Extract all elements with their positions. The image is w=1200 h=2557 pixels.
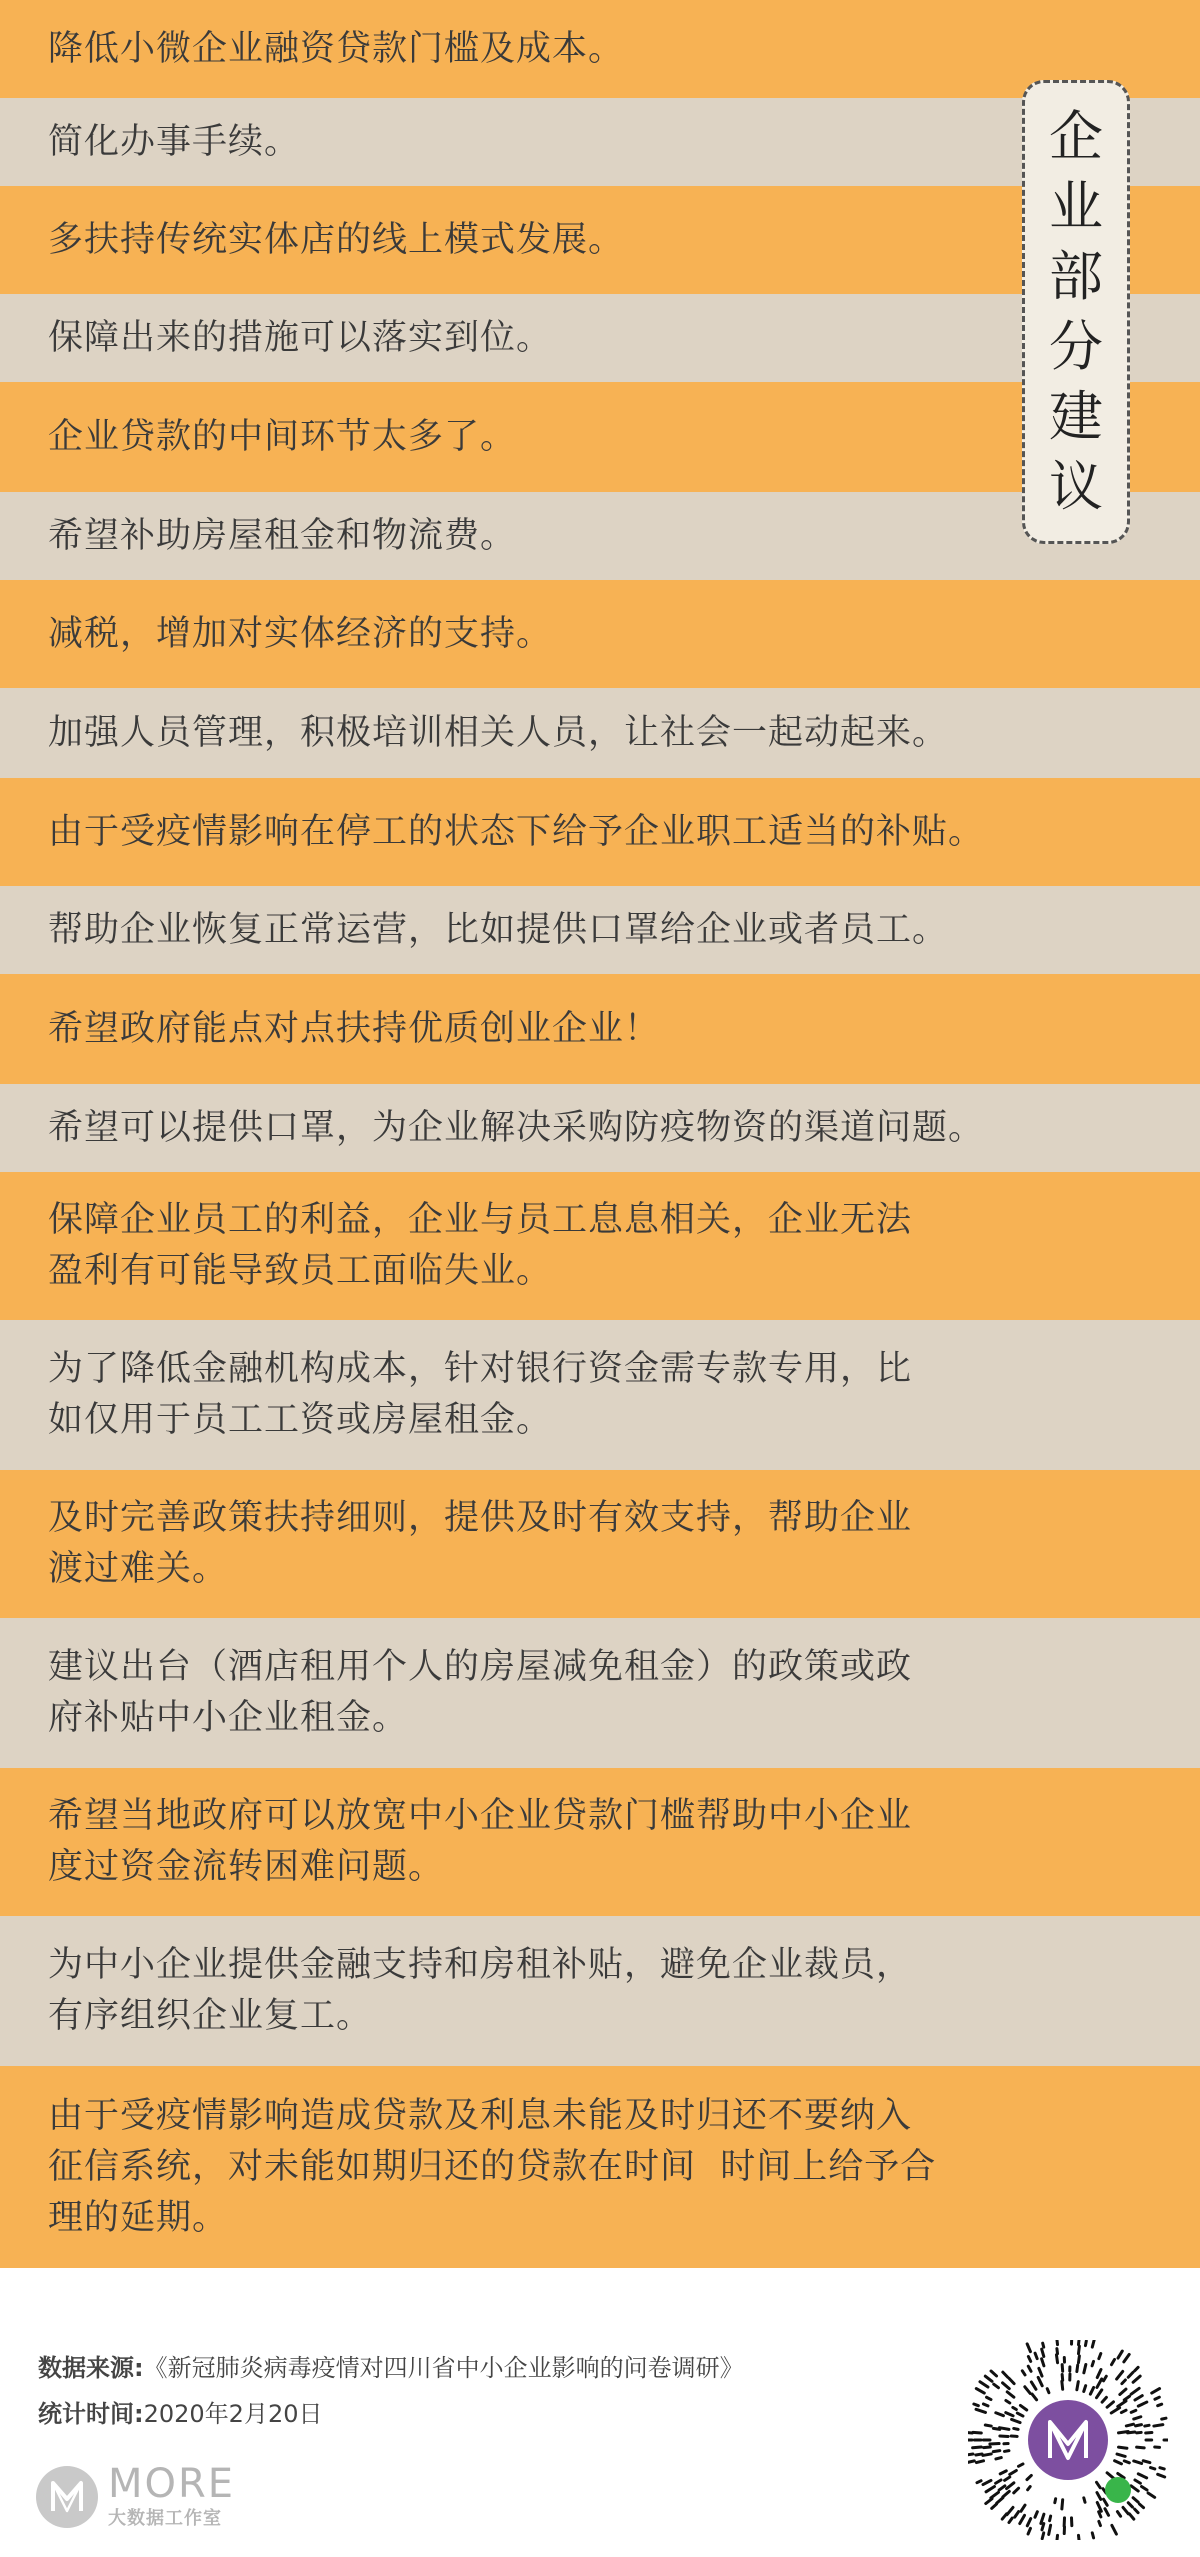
suggestion-text: 盈利有可能导致员工面临失业。 bbox=[48, 1251, 553, 1291]
brand-subtitle: 大数据工作室 bbox=[108, 2508, 222, 2529]
suggestion-text: 减税，增加对实体经济的支持。 bbox=[48, 613, 553, 654]
suggestion-row bbox=[0, 382, 1200, 492]
suggestion-text: 保障企业员工的利益，企业与员工息息相关，企业无法 bbox=[48, 1200, 913, 1240]
section-tag-char: 企 bbox=[1049, 105, 1103, 168]
suggestion-text: 为了降低金融机构成本，针对银行资金需专款专用，比 bbox=[48, 1349, 913, 1389]
section-tag-char: 议 bbox=[1049, 455, 1103, 518]
data-source-text: 《新冠肺炎病毒疫情对四川省中小企业影响的问卷调研》 bbox=[143, 2354, 744, 2382]
suggestion-text: 希望政府能点对点扶持优质创业企业！ bbox=[48, 1008, 661, 1049]
brand-logo bbox=[36, 2461, 236, 2530]
suggestion-text: 由于受疫情影响造成贷款及利息未能及时归还不要纳入 bbox=[48, 2095, 913, 2136]
suggestion-text: 加强人员管理，积极培训相关人员，让社会一起动起来。 bbox=[48, 712, 949, 753]
suggestion-text: 希望补助房屋租金和物流费。 bbox=[48, 515, 517, 556]
suggestion-text: 如仅用于员工工资或房屋租金。 bbox=[48, 1400, 553, 1440]
suggestion-text: 希望可以提供口罩，为企业解决采购防疫物资的渠道问题。 bbox=[48, 1107, 985, 1148]
suggestion-text: 企业贷款的中间环节太多了。 bbox=[48, 416, 517, 457]
data-source bbox=[38, 2350, 744, 2386]
suggestion-row bbox=[0, 2066, 1200, 2268]
suggestion-text: 征信系统，对未能如期归还的贷款在时间 时间上给予合 bbox=[48, 2146, 937, 2187]
footer bbox=[0, 2316, 1200, 2557]
stat-time bbox=[38, 2394, 323, 2429]
brand-logo-icon bbox=[36, 2466, 98, 2528]
suggestion-row bbox=[0, 1768, 1200, 1916]
section-tag bbox=[1022, 80, 1130, 544]
suggestion-row bbox=[0, 98, 1200, 186]
section-tag-char: 分 bbox=[1049, 315, 1103, 378]
suggestion-row bbox=[0, 1470, 1200, 1618]
suggestion-text: 希望当地政府可以放宽中小企业贷款门槛帮助中小企业 bbox=[48, 1796, 913, 1836]
section-tag-char: 建 bbox=[1049, 385, 1103, 448]
suggestion-row bbox=[0, 778, 1200, 886]
suggestion-row bbox=[0, 688, 1200, 778]
suggestion-row bbox=[0, 1916, 1200, 2066]
suggestion-text: 度过资金流转困难问题。 bbox=[48, 1847, 445, 1887]
suggestion-text: 由于受疫情影响在停工的状态下给予企业职工适当的补贴。 bbox=[48, 811, 985, 852]
suggestion-row bbox=[0, 0, 1200, 98]
suggestion-text: 及时完善政策扶持细则，提供及时有效支持，帮助企业 bbox=[48, 1498, 913, 1538]
suggestion-text: 保障出来的措施可以落实到位。 bbox=[48, 317, 553, 358]
suggestion-text: 降低小微企业融资贷款门槛及成本。 bbox=[48, 28, 625, 69]
suggestion-row bbox=[0, 492, 1200, 580]
suggestion-text: 简化办事手续。 bbox=[48, 121, 301, 162]
suggestion-text: 建议出台（酒店租用个人的房屋减免租金）的政策或政 bbox=[48, 1647, 913, 1687]
data-source-label: 数据来源: bbox=[38, 2354, 144, 2382]
suggestion-text: 理的延期。 bbox=[48, 2197, 229, 2238]
suggestion-row bbox=[0, 580, 1200, 688]
suggestion-text: 帮助企业恢复正常运营，比如提供口罩给企业或者员工。 bbox=[48, 909, 949, 950]
suggestion-text: 渡过难关。 bbox=[48, 1549, 229, 1589]
suggestion-row bbox=[0, 1084, 1200, 1172]
suggestion-row bbox=[0, 886, 1200, 974]
suggestion-text: 多扶持传统实体店的线上模式发展。 bbox=[48, 219, 625, 260]
suggestion-text: 为中小企业提供金融支持和房租补贴，避免企业裁员， bbox=[48, 1945, 913, 1985]
suggestion-row bbox=[0, 1320, 1200, 1470]
suggestion-row bbox=[0, 974, 1200, 1084]
suggestion-row bbox=[0, 1172, 1200, 1320]
section-tag-char: 部 bbox=[1049, 245, 1103, 308]
stat-time-label: 统计时间: bbox=[38, 2400, 144, 2428]
suggestion-text: 府补贴中小企业租金。 bbox=[48, 1698, 409, 1738]
stat-time-text: 2020年2月20日 bbox=[143, 2400, 323, 2428]
suggestion-text: 有序组织企业复工。 bbox=[48, 1996, 373, 2036]
suggestion-row bbox=[0, 186, 1200, 294]
suggestion-row bbox=[0, 1618, 1200, 1768]
suggestion-row bbox=[0, 294, 1200, 382]
section-tag-char: 业 bbox=[1049, 175, 1103, 238]
qr-code-icon bbox=[968, 2340, 1168, 2540]
brand-name: MORE bbox=[108, 2461, 236, 2507]
